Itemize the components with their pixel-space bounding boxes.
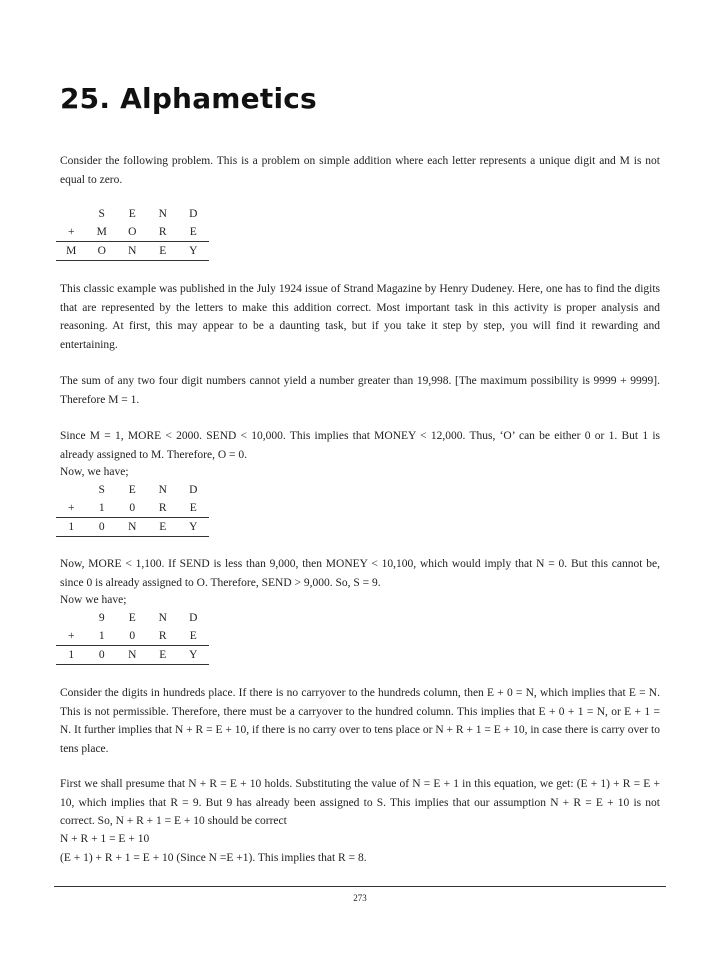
cell: 1 xyxy=(56,646,87,665)
cell: R xyxy=(148,627,179,646)
cell: + xyxy=(56,627,87,646)
paragraph-s-value: Now, MORE < 1,100. If SEND is less than 9,000, then MONEY < 10,100, which would imply that N = 0. But this cannot be, since 0 is already assigned to O. Therefore, SEND > 9,000. So, S = 9. xyxy=(60,558,660,589)
equation-line-1: N + R + 1 = E + 10 xyxy=(60,833,150,845)
cell: + xyxy=(56,223,87,242)
cell: N xyxy=(158,484,167,496)
cell: E xyxy=(128,208,136,220)
addition-table-2 xyxy=(56,481,209,537)
cell xyxy=(56,205,87,223)
cell: Y xyxy=(178,242,209,261)
cell: S xyxy=(98,484,105,496)
paragraph-history: This classic example was published in the July 1924 issue of Strand Magazine by Henry Dudeney. Here, one has to find the digits that are represented by the letters to make this addition correct. Most important task in this activity is proper analysis and reasoning. At first, this may appear to be a daunting task, but if you take it step by step, you will find it rewarding and entertaining. xyxy=(60,283,660,351)
cell: N xyxy=(117,646,148,665)
cell: 0 xyxy=(87,518,118,537)
cell xyxy=(56,481,87,499)
cell: E xyxy=(148,646,179,665)
cell: E xyxy=(148,242,179,261)
cell: + xyxy=(56,499,87,518)
page-number: 273 xyxy=(353,893,367,903)
cell: N xyxy=(117,242,148,261)
cell: 9 xyxy=(98,612,105,624)
cell: 1 xyxy=(56,518,87,537)
cell: S xyxy=(98,208,105,220)
paragraph-o-value: Since M = 1, MORE < 2000. SEND < 10,000. This implies that MONEY < 12,000. Thus, ‘O’ can be either 0 or 1. But 1 is already assigned to M. Therefore, O = 0. xyxy=(60,430,660,461)
cell: N xyxy=(117,518,148,537)
paragraph-intro: Consider the following problem. This is a problem on simple addition where each letter represents a unique digit and M is not equal to zero. xyxy=(60,155,660,186)
paragraph-hundreds-place: Consider the digits in hundreds place. If there is no carryover to the hundreds column, then E + 0 = N, which implies that E = N. This is not permissible. Therefore, there must be a carryover to the hundred column. This implies that E + 0 + 1 = N, or E + 1 = N. It further implies that N + R = E + 10, if there is no carry over to tens place or N + R + 1 = E + 10, in case there is carry over to tens place. xyxy=(60,687,660,755)
cell: R xyxy=(148,499,179,518)
addition-table-1 xyxy=(56,205,209,261)
cell: E xyxy=(178,499,209,518)
cell: 1 xyxy=(87,499,118,518)
cell: E xyxy=(128,612,136,624)
page-title: 25. Alphametics xyxy=(60,82,317,115)
paragraph-presumption: First we shall presume that N + R = E + 10 holds. Substituting the value of N = E + 1 in this equation, we get: (E + 1) + R = E + 10, which implies that R = 9. But 9 has already been assigned to S. This implies that our assumption N + R = E + 10 is not correct. So, N + R + 1 = E + 10 should be correct xyxy=(60,778,660,827)
cell: 0 xyxy=(117,627,148,646)
equation-line-2: (E + 1) + R + 1 = E + 10 (Since N =E +1). This implies that R = 8. xyxy=(60,852,367,864)
cell: N xyxy=(158,612,167,624)
cell: E xyxy=(148,518,179,537)
cell: D xyxy=(189,208,198,220)
cell: R xyxy=(148,223,179,242)
cell: 0 xyxy=(87,646,118,665)
cell: N xyxy=(158,208,167,220)
cell: E xyxy=(178,627,209,646)
cell: O xyxy=(87,242,118,261)
cell: E xyxy=(178,223,209,242)
cell: O xyxy=(117,223,148,242)
cell: D xyxy=(189,484,198,496)
addition-table-3 xyxy=(56,609,209,665)
cell: Y xyxy=(178,518,209,537)
cell: M xyxy=(56,242,87,261)
cell: M xyxy=(87,223,118,242)
footer-rule xyxy=(54,886,666,887)
now-we-have-label: Now, we have; xyxy=(60,466,129,478)
cell: 1 xyxy=(87,627,118,646)
cell xyxy=(56,609,87,627)
cell: E xyxy=(128,484,136,496)
cell: D xyxy=(189,612,198,624)
cell: 0 xyxy=(117,499,148,518)
now-we-have-label-2: Now we have; xyxy=(60,594,127,606)
paragraph-max-sum: The sum of any two four digit numbers cannot yield a number greater than 19,998. [The maximum possibility is 9999 + 9999]. Therefore M = 1. xyxy=(60,375,660,406)
cell: Y xyxy=(178,646,209,665)
